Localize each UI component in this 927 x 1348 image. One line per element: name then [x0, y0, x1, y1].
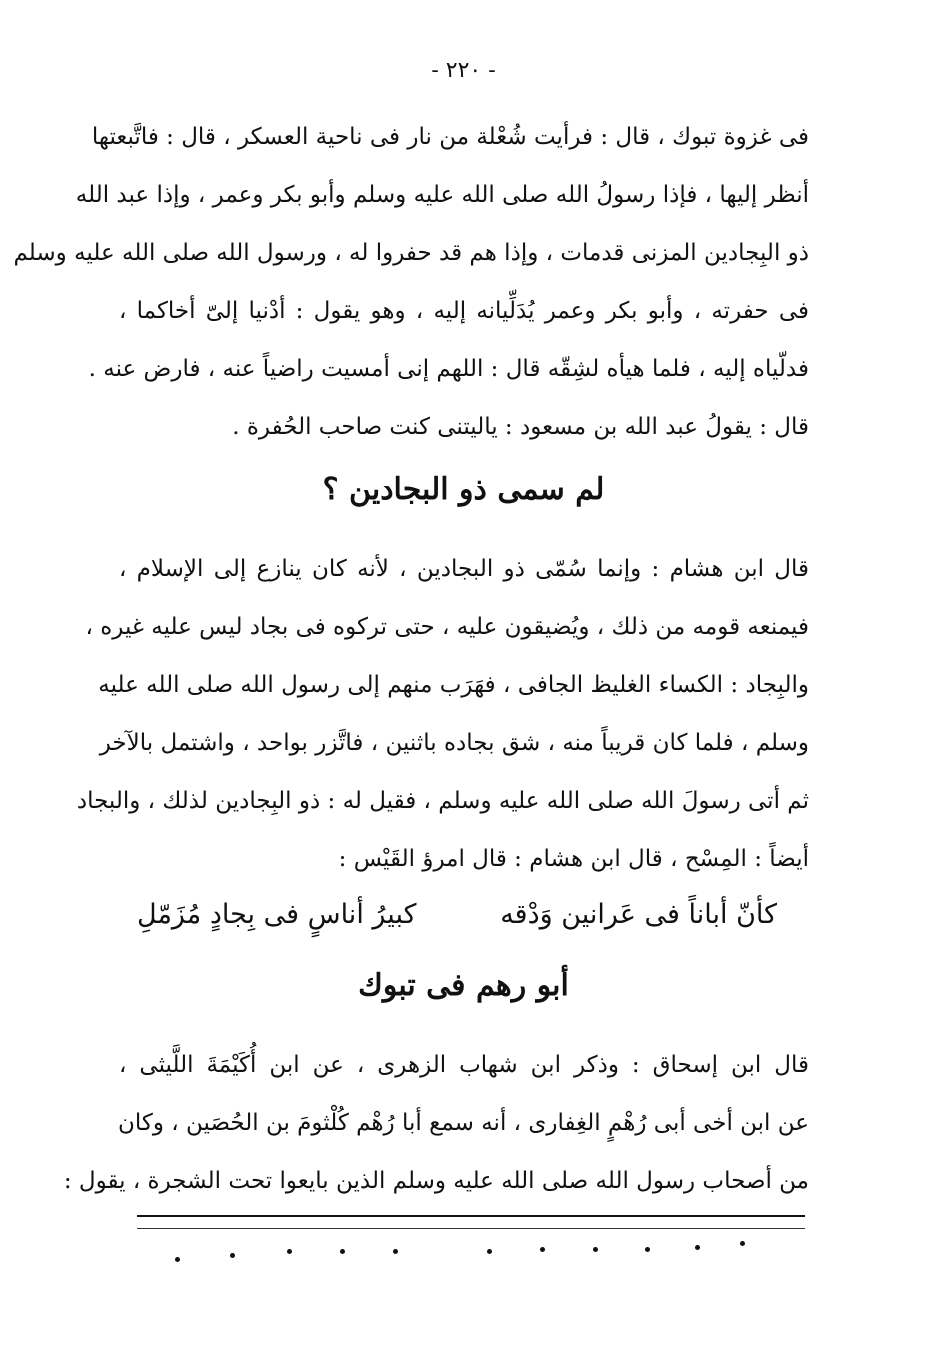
- dot-mark: [393, 1249, 398, 1254]
- dot-mark: [175, 1257, 180, 1262]
- text-line: قال ابن إسحاق : وذكر ابن شهاب الزهرى ، عن ابن أُكَيْمَةَ اللَّيثى ،: [119, 1052, 809, 1078]
- dot-mark: [740, 1241, 745, 1246]
- paragraph-1: [13, 108, 809, 456]
- text-line: من أصحاب رسول الله صلى الله عليه وسلم الذين بايعوا تحت الشجرة ، يقول :: [63, 1168, 809, 1194]
- section-heading: لم سمى ذو البجادين ؟: [322, 472, 605, 507]
- text-line: أنظر إليها ، فإذا رسولُ الله صلى الله عليه وسلم وأبو بكر وعمر ، وإذا عبد الله: [75, 182, 809, 208]
- footnote-divider-thin: [137, 1228, 805, 1229]
- verse-hemistich-1: كأنّ أباناً فى عَرانين وَدْقه: [500, 898, 777, 930]
- text-line: فى غزوة تبوك ، قال : فرأيت شُعْلة من نار فى ناحية العسكر ، قال : فاتَّبعتها: [91, 124, 809, 150]
- dot-mark: [593, 1247, 598, 1252]
- footnote-dots: [175, 1235, 760, 1265]
- footnote-divider: [137, 1215, 805, 1217]
- verse-hemistich-2: كبيرُ أناسٍ فى بِجادٍ مُزَمّلِ: [137, 898, 417, 930]
- section-heading: أبو رهم فى تبوك: [358, 968, 569, 1003]
- text-line: ذو البِجادين المزنى قدمات ، وإذا هم قد حفروا له ، ورسول الله صلى الله عليه وسلم: [13, 240, 809, 266]
- text-line: فدلّياه إليه ، فلما هيأه لشِقّه قال : اللهم إنى أمسيت راضياً عنه ، فارض عنه .: [88, 356, 809, 382]
- text-line: أيضاً : المِسْح ، قال ابن هشام : قال امرؤ القَيْس :: [338, 846, 809, 872]
- dot-mark: [540, 1247, 545, 1252]
- dot-mark: [230, 1253, 235, 1258]
- text-line: وسلم ، فلما كان قريباً منه ، شق بجاده باثنين ، فاتَّزر بواحد ، واشتمل بالآخر: [99, 730, 809, 756]
- text-line: قال : يقولُ عبد الله بن مسعود : ياليتنى كنت صاحب الحُفرة .: [232, 414, 809, 440]
- dot-mark: [487, 1249, 492, 1254]
- text-line: فى حفرته ، وأبو بكر وعمر يُدَلِّيانه إليه ، وهو يقول : أدْنيا إلىّ أخاكما ،: [119, 298, 809, 324]
- text-line: ثم أتى رسولَ الله صلى الله عليه وسلم ، فقيل له : ذو البِجادين لذلك ، والبجاد: [76, 788, 809, 814]
- page-number: - ٢٢٠ -: [431, 58, 496, 83]
- text-line: عن ابن أخى أبى رُهْمٍ الغِفارى ، أنه سمع أبا رُهْم كُلْثومَ بن الحُصَين ، وكان: [118, 1110, 809, 1136]
- dot-mark: [695, 1245, 700, 1250]
- text-line: والبِجاد : الكساء الغليظ الجافى ، فهَرَب منهم إلى رسول الله صلى الله عليه: [98, 672, 809, 698]
- dot-mark: [287, 1249, 292, 1254]
- poetry-verse: [137, 884, 777, 944]
- paragraph-3: [63, 1036, 809, 1210]
- text-line: قال ابن هشام : وإنما سُمّى ذو البجادين ، لأنه كان ينازع إلى الإسلام ،: [119, 556, 809, 582]
- dot-mark: [340, 1249, 345, 1254]
- dot-mark: [645, 1247, 650, 1252]
- paragraph-2: [76, 540, 809, 888]
- text-line: فيمنعه قومه من ذلك ، ويُضيقون عليه ، حتى تركوه فى بجاد ليس عليه غيره ،: [85, 614, 809, 640]
